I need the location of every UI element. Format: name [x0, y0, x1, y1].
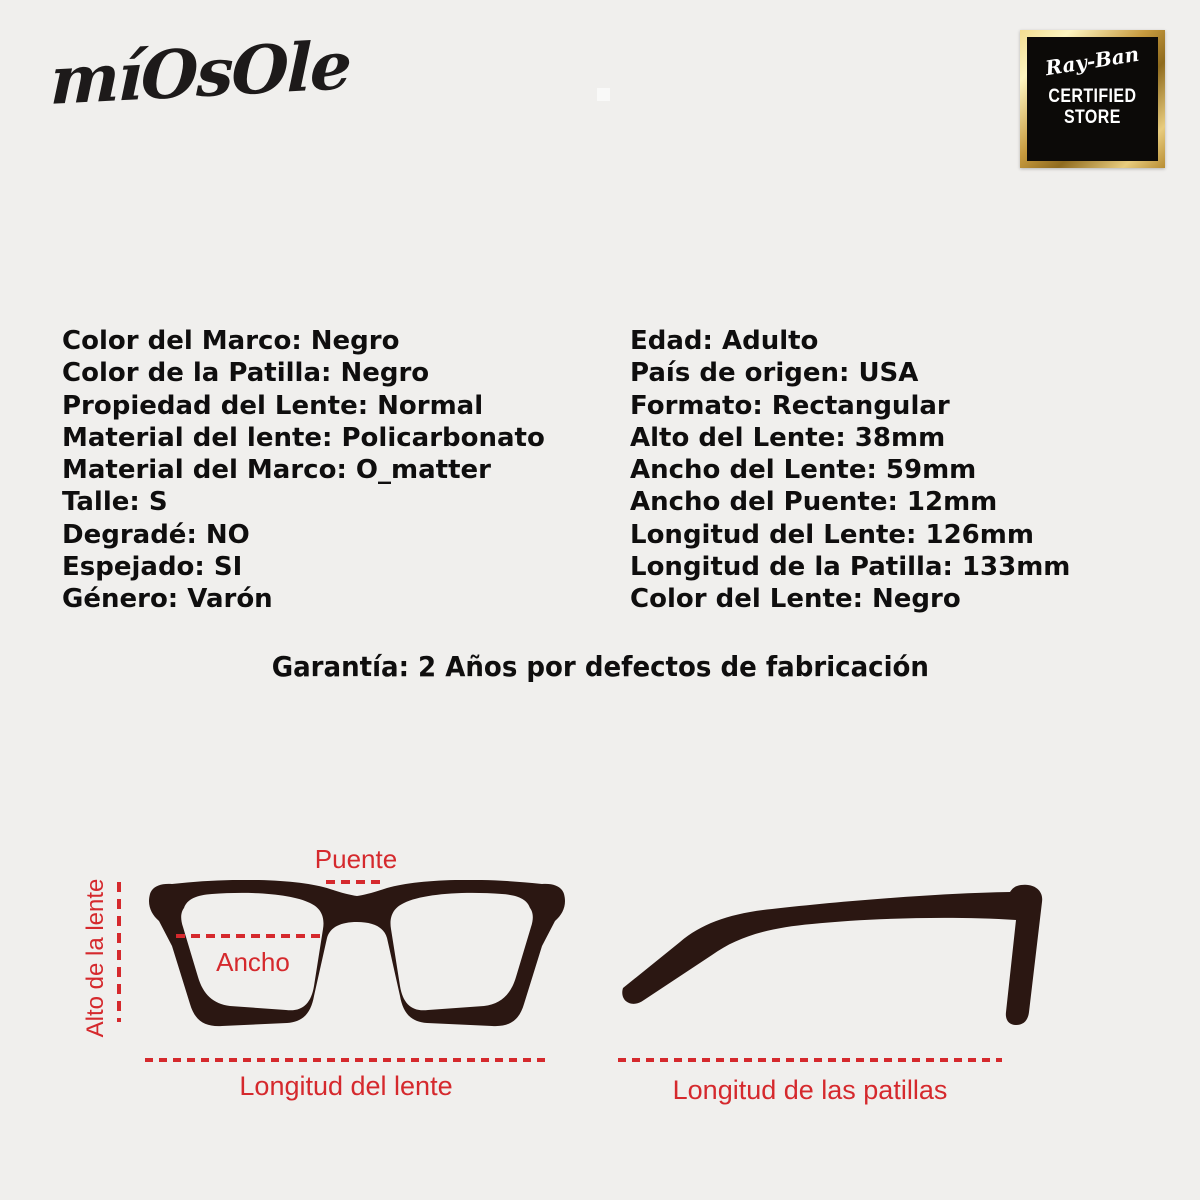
temple-length-measure-dash — [618, 1058, 1002, 1062]
lens-length-label: Longitud del lente — [239, 1071, 453, 1101]
warranty-line — [0, 650, 1200, 683]
badge-inner-panel — [1027, 37, 1158, 161]
warranty-text: Garantía: 2 Años por defectos de fabricación — [271, 650, 929, 683]
spec-row: Ancho del Puente: 12mm — [630, 487, 998, 518]
bridge-measure-dash — [326, 880, 384, 884]
spec-row: Edad: Adulto — [630, 326, 819, 356]
bridge-label: Puente — [314, 844, 398, 874]
spec-row: Material del Marco: O_matter — [62, 455, 491, 486]
lens-height-label: Alto de la lente — [81, 878, 109, 1038]
certified-line: CERTIFIED — [1048, 86, 1137, 107]
temple-length-label: Longitud de las patillas — [672, 1075, 948, 1105]
spec-row: Longitud del Lente: 126mm — [630, 519, 1034, 550]
spec-row: Alto del Lente: 38mm — [630, 422, 946, 453]
spec-row: Longitud de la Patilla: 133mm — [630, 552, 1071, 583]
spec-row: Color de la Patilla: Negro — [62, 358, 430, 389]
image-artifact — [597, 88, 610, 101]
brand-logo: míOsOle — [49, 26, 351, 120]
rayban-certified-badge — [1020, 30, 1165, 168]
spec-row: Género: Varón — [62, 584, 273, 615]
spec-row: País de origen: USA — [630, 358, 919, 389]
spec-row: Color del Marco: Negro — [62, 326, 400, 356]
store-line: STORE — [1064, 107, 1121, 128]
spec-row: Propiedad del Lente: Normal — [62, 390, 484, 421]
certified-store-text — [1048, 86, 1136, 128]
spec-row: Material del lente: Policarbonato — [62, 422, 545, 453]
lens-width-label: Ancho — [216, 947, 290, 977]
lens-width-measure-dash — [176, 934, 322, 938]
spec-row: Ancho del Lente: 59mm — [630, 455, 977, 486]
spec-row: Degradé: NO — [62, 519, 250, 550]
spec-row: Color del Lente: Negro — [630, 584, 961, 615]
rayban-script-logo: Ray-Ban — [1044, 41, 1141, 81]
spec-row: Espejado: SI — [62, 552, 243, 583]
spec-row: Formato: Rectangular — [630, 390, 950, 421]
spec-row: Talle: S — [62, 487, 168, 518]
spec-column-right — [630, 325, 1070, 616]
glasses-temple-diagram — [612, 880, 1052, 1030]
lens-length-measure-dash — [145, 1058, 545, 1062]
spec-column-left — [62, 325, 545, 616]
lens-height-measure-dash — [117, 882, 121, 1022]
